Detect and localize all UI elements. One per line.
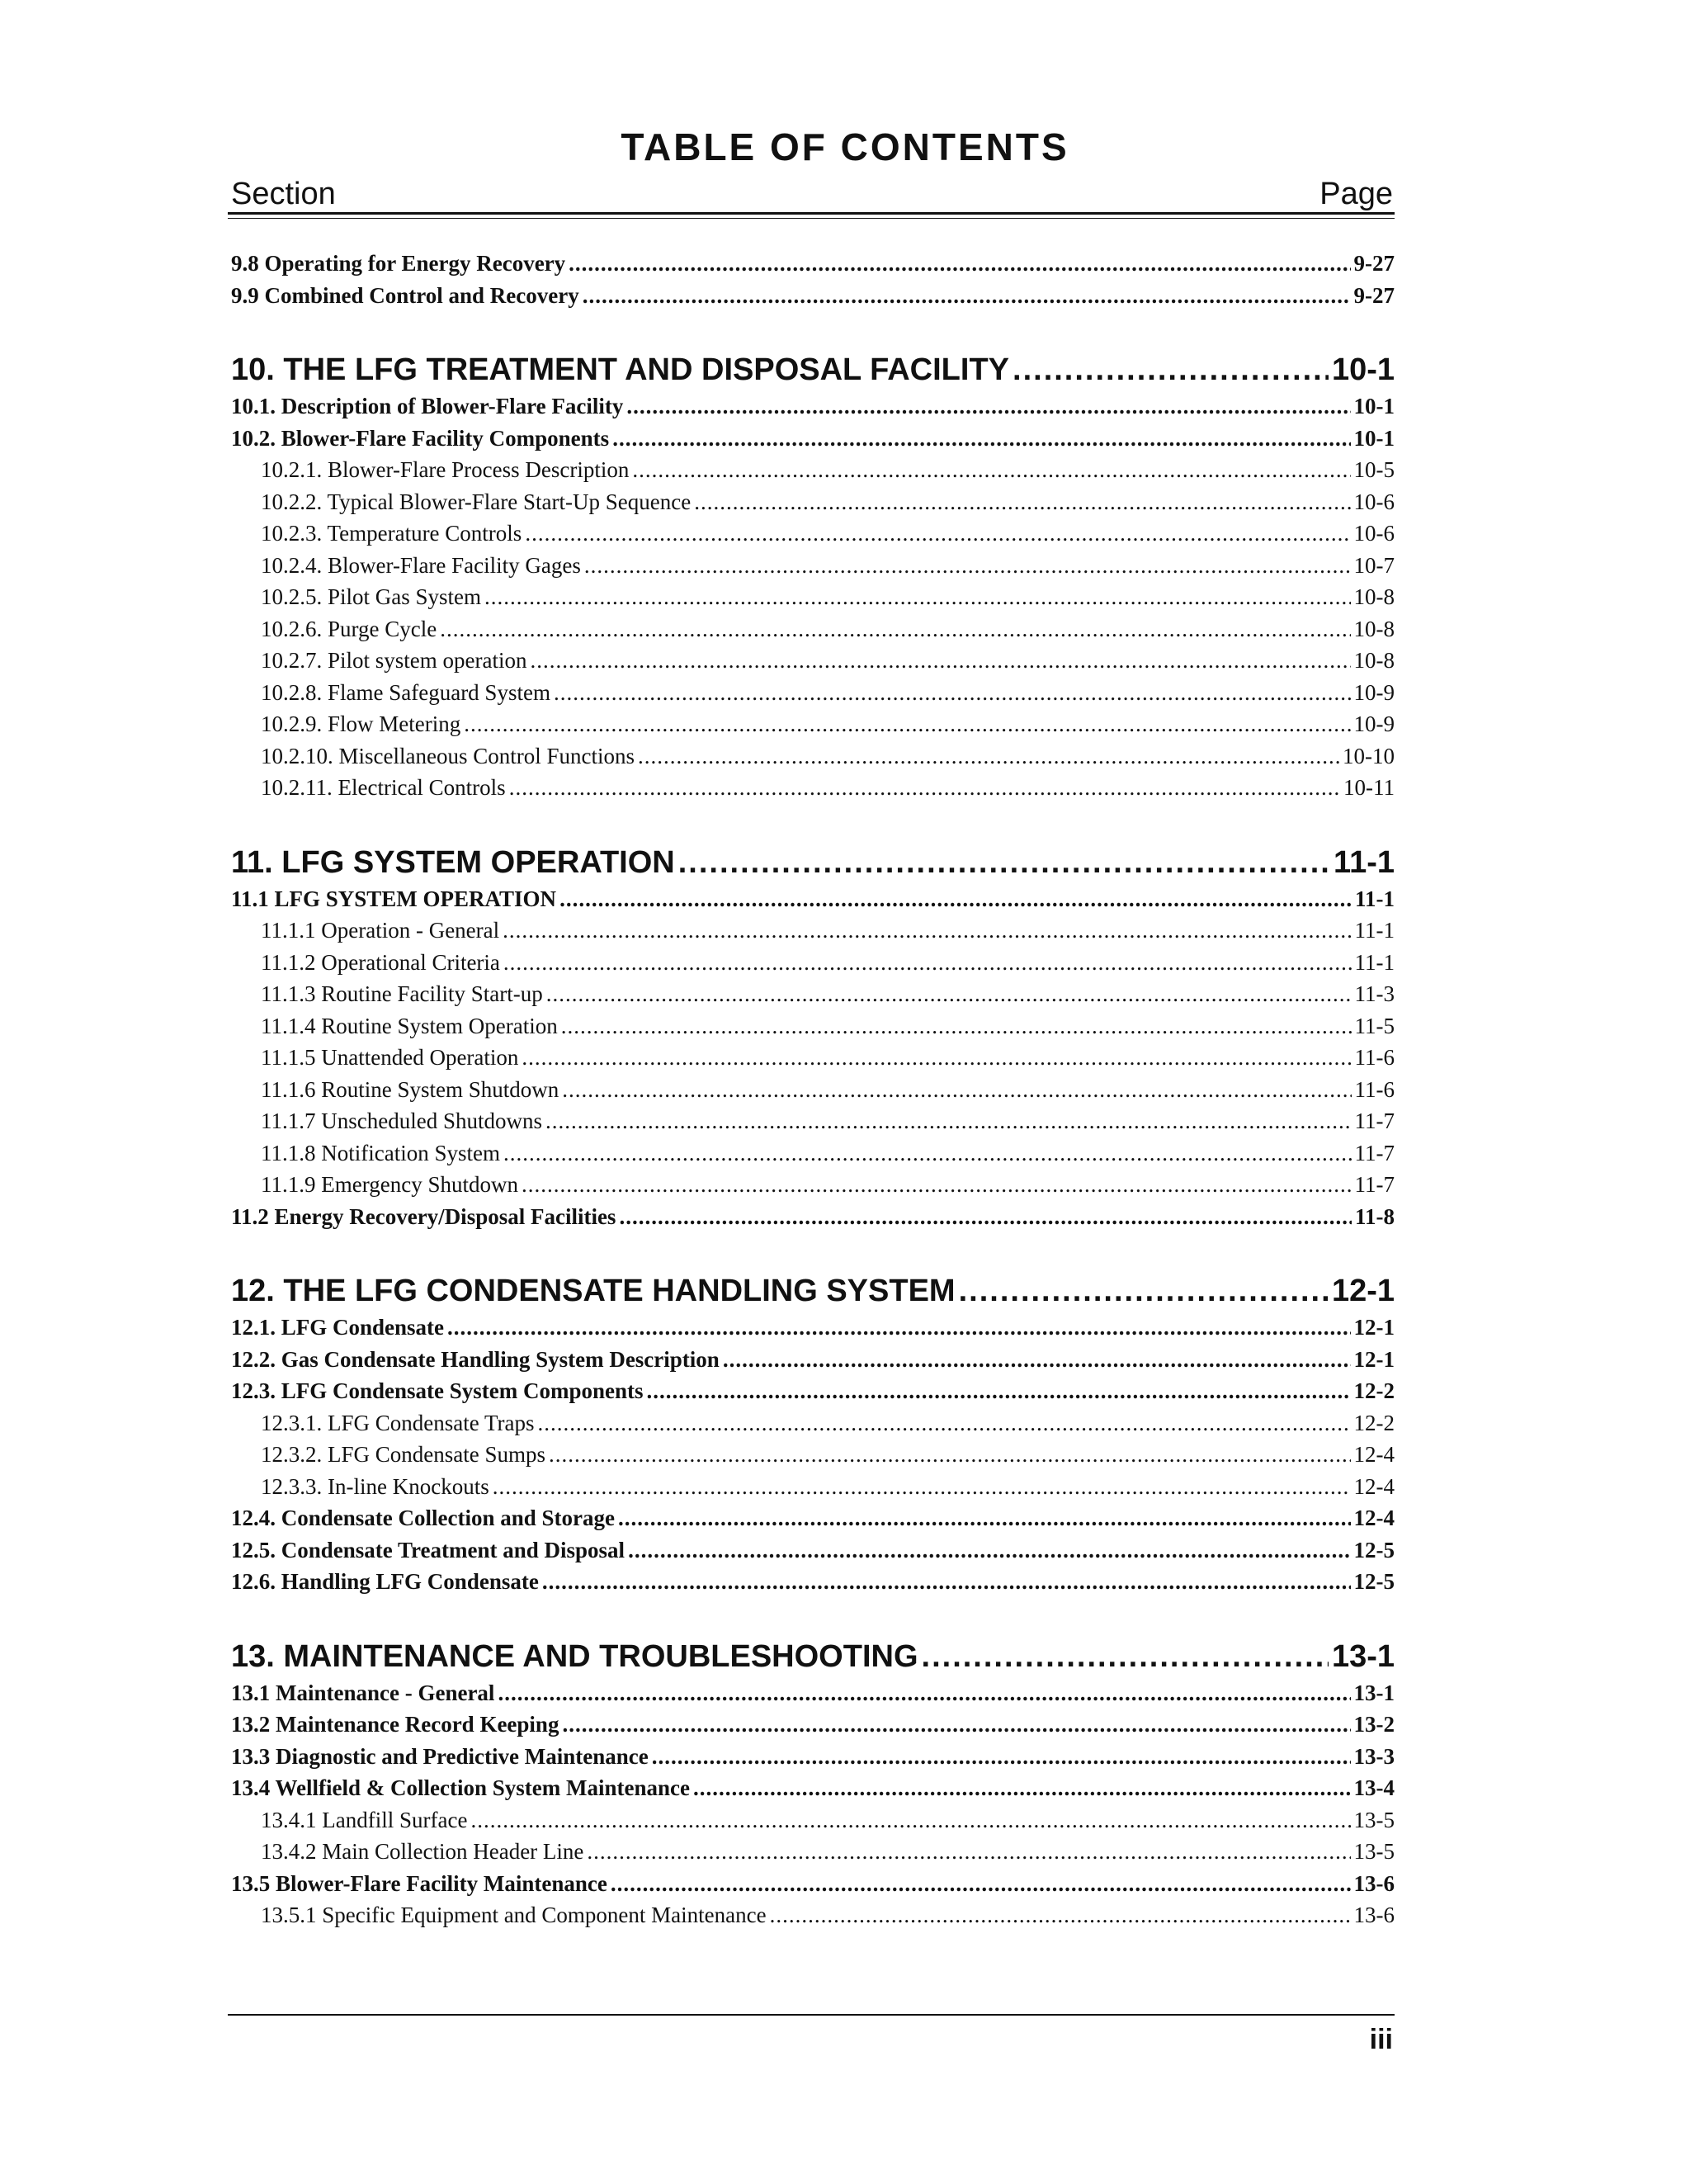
toc-group	[231, 1636, 1395, 1931]
dot-leader	[530, 645, 1350, 677]
toc-section-entry	[231, 248, 1395, 280]
entry-title: 10.2.1. Blower-Flare Process Description	[261, 457, 630, 482]
toc-subsection-entry	[231, 1804, 1395, 1837]
entry-title: 13.5.1 Specific Equipment and Component Maintenance	[261, 1903, 767, 1927]
entry-page-number: 10-11	[1343, 775, 1395, 800]
toc-section-entry	[231, 1677, 1395, 1709]
entry-title: 12.6. Handling LFG Condensate	[231, 1569, 539, 1594]
dot-leader	[584, 550, 1351, 582]
toc-subsection-entry	[231, 1105, 1395, 1137]
toc-section-entry	[231, 1772, 1395, 1804]
entry-title: 11.1.4 Routine System Operation	[261, 1013, 558, 1038]
toc-subsection-entry	[231, 550, 1395, 582]
entry-title: 12.5. Condensate Treatment and Disposal	[231, 1537, 625, 1562]
toc-section-entry	[231, 1709, 1395, 1741]
entry-title: 10.2.10. Miscellaneous Control Functions	[261, 743, 635, 768]
dot-leader	[546, 978, 1352, 1010]
toc-section-entry	[231, 280, 1395, 312]
dot-leader	[503, 915, 1351, 947]
toc-section-entry	[231, 1312, 1395, 1344]
dot-leader	[525, 518, 1350, 550]
toc-section-entry	[231, 883, 1395, 915]
toc-subsection-entry	[231, 978, 1395, 1010]
entry-page-number: 12-4	[1353, 1473, 1395, 1499]
entry-title: 10.2.6. Purge Cycle	[261, 616, 437, 641]
toc-section-entry	[231, 1375, 1395, 1407]
toc-chapter-entry	[231, 842, 1395, 883]
entry-title: 12.2. Gas Condensate Handling System Description	[231, 1346, 720, 1372]
entry-title: 12.3.1. LFG Condensate Traps	[261, 1410, 535, 1435]
dot-leader	[678, 842, 1330, 883]
chapter-page-number: 10-1	[1331, 352, 1395, 387]
chapter-title: 11. LFG SYSTEM OPERATION	[231, 844, 675, 880]
entry-page-number: 13-3	[1353, 1743, 1395, 1769]
entry-page-number: 11-1	[1354, 886, 1395, 911]
entry-title: 13.1 Maintenance - General	[231, 1680, 495, 1705]
entry-page-number: 12-4	[1353, 1442, 1395, 1467]
toc-subsection-entry	[231, 1836, 1395, 1868]
entry-title: 9.8 Operating for Energy Recovery	[231, 251, 566, 276]
entry-title: 11.1.2 Operational Criteria	[261, 949, 500, 975]
dot-leader	[612, 423, 1350, 455]
entry-page-number: 13-6	[1353, 1903, 1395, 1927]
entry-page-number: 11-3	[1354, 981, 1395, 1006]
dot-leader	[484, 581, 1350, 613]
chapter-title: 10. THE LFG TREATMENT AND DISPOSAL FACILITY	[231, 352, 1010, 387]
chapter-page-number: 13-1	[1331, 1638, 1395, 1674]
header-rule	[228, 212, 1395, 219]
entry-page-number: 10-8	[1353, 584, 1395, 609]
entry-page-number: 11-1	[1354, 918, 1395, 943]
entry-page-number: 10-7	[1353, 552, 1395, 578]
dot-leader	[959, 1270, 1329, 1312]
toc-section-entry	[231, 1201, 1395, 1233]
toc-subsection-entry	[231, 613, 1395, 645]
chapter-title: 13. MAINTENANCE AND TROUBLESHOOTING	[231, 1638, 918, 1674]
entry-page-number: 10-8	[1353, 616, 1395, 641]
entry-page-number: 11-6	[1354, 1076, 1395, 1102]
dot-leader	[562, 1074, 1351, 1106]
entry-page-number: 13-6	[1353, 1870, 1395, 1896]
dot-leader	[626, 390, 1350, 423]
toc-subsection-entry	[231, 740, 1395, 773]
toc-subsection-entry	[231, 1471, 1395, 1503]
entry-page-number: 11-8	[1354, 1203, 1395, 1229]
entry-page-number: 10-1	[1353, 425, 1395, 451]
entry-page-number: 13-5	[1353, 1807, 1395, 1832]
toc-group	[231, 842, 1395, 1233]
chapter-page-number: 12-1	[1331, 1274, 1395, 1308]
entry-title: 10.2.9. Flow Metering	[261, 711, 461, 736]
toc-section-entry	[231, 1741, 1395, 1773]
entry-title: 10.1. Description of Blower-Flare Facility	[231, 394, 624, 418]
entry-page-number: 13-1	[1353, 1680, 1395, 1705]
dot-leader	[694, 486, 1350, 518]
page-column-heading: Page	[1319, 177, 1393, 211]
toc-chapter-entry	[231, 1636, 1395, 1677]
dot-leader	[1013, 349, 1329, 390]
dot-leader	[562, 1709, 1350, 1741]
entry-page-number: 9-27	[1353, 251, 1395, 276]
entry-title: 10.2.4. Blower-Flare Facility Gages	[261, 552, 581, 578]
dot-leader	[509, 772, 1340, 804]
dot-leader	[559, 883, 1352, 915]
entry-page-number: 12-1	[1353, 1315, 1395, 1340]
dot-leader	[549, 1439, 1350, 1471]
dot-leader	[554, 677, 1351, 709]
entry-title: 13.5 Blower-Flare Facility Maintenance	[231, 1870, 607, 1896]
footer-rule	[228, 2014, 1395, 2016]
chapter-page-number: 11-1	[1334, 844, 1395, 880]
toc-subsection-entry	[231, 1042, 1395, 1074]
entry-page-number: 12-5	[1353, 1537, 1395, 1562]
entry-title: 11.1.8 Notification System	[261, 1140, 500, 1165]
dot-leader	[638, 740, 1339, 773]
entry-title: 13.2 Maintenance Record Keeping	[231, 1712, 559, 1737]
entry-page-number: 11-7	[1354, 1109, 1395, 1133]
page-number: iii	[1369, 2024, 1393, 2055]
entry-page-number: 10-8	[1353, 648, 1395, 673]
dot-leader	[723, 1344, 1351, 1376]
dot-leader	[447, 1312, 1350, 1344]
toc-section-entry	[231, 423, 1395, 455]
dot-leader	[569, 248, 1350, 280]
entry-page-number: 13-2	[1353, 1712, 1395, 1737]
toc-subsection-entry	[231, 677, 1395, 709]
dot-leader	[583, 280, 1351, 312]
dot-leader	[522, 1169, 1352, 1201]
dot-leader	[440, 613, 1350, 645]
entry-title: 13.4.2 Main Collection Header Line	[261, 1839, 584, 1864]
toc-section-entry	[231, 1344, 1395, 1376]
dot-leader	[652, 1741, 1351, 1773]
toc-section-entry	[231, 390, 1395, 423]
entry-title: 10.2.7. Pilot system operation	[261, 648, 527, 673]
dot-leader	[522, 1042, 1351, 1074]
toc-subsection-entry	[231, 486, 1395, 518]
entry-title: 9.9 Combined Control and Recovery	[231, 282, 579, 308]
dot-leader	[561, 1010, 1352, 1042]
page-title: TABLE OF CONTENTS	[621, 125, 1069, 168]
entry-title: 12.3.2. LFG Condensate Sumps	[261, 1442, 546, 1467]
entry-page-number: 12-1	[1353, 1346, 1395, 1372]
entry-page-number: 10-10	[1343, 743, 1395, 768]
dot-leader	[632, 454, 1350, 486]
toc-subsection-entry	[231, 645, 1395, 677]
entry-page-number: 11-6	[1354, 1045, 1395, 1070]
dot-leader	[922, 1636, 1329, 1677]
dot-leader	[503, 1137, 1352, 1170]
entry-title: 13.4 Wellfield & Collection System Maintenance	[231, 1775, 690, 1800]
entry-title: 10.2.5. Pilot Gas System	[261, 584, 482, 609]
toc-subsection-entry	[231, 1010, 1395, 1042]
toc-chapter-entry	[231, 1270, 1395, 1312]
toc-section-entry	[231, 1534, 1395, 1567]
toc-subsection-entry	[231, 947, 1395, 979]
entry-title: 11.1.9 Emergency Shutdown	[261, 1172, 518, 1197]
dot-leader	[618, 1502, 1351, 1534]
entry-page-number: 13-4	[1353, 1775, 1395, 1800]
entry-title: 12.3. LFG Condensate System Components	[231, 1378, 644, 1403]
entry-page-number: 12-5	[1353, 1569, 1395, 1594]
entry-title: 10.2.3. Temperature Controls	[261, 521, 522, 546]
dot-leader	[470, 1804, 1350, 1837]
toc-subsection-entry	[231, 581, 1395, 613]
dot-leader	[538, 1407, 1351, 1439]
dot-leader	[503, 947, 1352, 979]
toc-subsection-entry	[231, 1074, 1395, 1106]
entry-page-number: 11-1	[1354, 949, 1395, 975]
entry-page-number: 10-6	[1353, 521, 1395, 546]
entry-page-number: 12-4	[1353, 1506, 1395, 1530]
entry-title: 12.1. LFG Condensate	[231, 1315, 445, 1340]
entry-title: 11.1 LFG SYSTEM OPERATION	[231, 886, 557, 911]
toc-subsection-entry	[231, 1439, 1395, 1471]
toc-subsection-entry	[231, 1899, 1395, 1931]
toc-group	[231, 349, 1395, 804]
entry-title: 11.1.1 Operation - General	[261, 918, 500, 943]
section-column-heading: Section	[231, 177, 336, 211]
entry-title: 12.4. Condensate Collection and Storage	[231, 1506, 615, 1530]
entry-title: 13.4.1 Landfill Surface	[261, 1807, 468, 1832]
toc-chapter-entry	[231, 349, 1395, 390]
entry-page-number: 10-9	[1353, 679, 1395, 705]
entry-title: 11.1.7 Unscheduled Shutdowns	[261, 1109, 542, 1133]
entry-title: 11.2 Energy Recovery/Disposal Facilities	[231, 1203, 616, 1229]
dot-leader	[587, 1836, 1350, 1868]
toc-group	[231, 1270, 1395, 1598]
dot-leader	[628, 1534, 1350, 1567]
toc-subsection-entry	[231, 454, 1395, 486]
dot-leader	[464, 708, 1350, 740]
dot-leader	[770, 1899, 1351, 1931]
dot-leader	[545, 1105, 1352, 1137]
toc-section-entry	[231, 1566, 1395, 1598]
toc-subsection-entry	[231, 1137, 1395, 1170]
entry-title: 10.2.8. Flame Safeguard System	[261, 679, 550, 705]
toc-subsection-entry	[231, 1169, 1395, 1201]
entry-page-number: 12-2	[1353, 1378, 1395, 1403]
dot-leader	[693, 1772, 1351, 1804]
dot-leader	[542, 1566, 1351, 1598]
toc-section-entry	[231, 1868, 1395, 1900]
dot-leader	[619, 1201, 1352, 1233]
toc-subsection-entry	[231, 708, 1395, 740]
toc-subsection-entry	[231, 1407, 1395, 1439]
entry-title: 10.2.11. Electrical Controls	[261, 775, 506, 800]
entry-page-number: 9-27	[1353, 282, 1395, 308]
entry-page-number: 10-6	[1353, 489, 1395, 514]
entry-page-number: 10-1	[1353, 394, 1395, 418]
toc-group	[231, 248, 1395, 311]
toc-subsection-entry	[231, 518, 1395, 550]
dot-leader	[493, 1471, 1351, 1503]
table-of-contents	[231, 248, 1395, 1931]
toc-section-entry	[231, 1502, 1395, 1534]
entry-title: 11.1.6 Routine System Shutdown	[261, 1076, 559, 1102]
entry-page-number: 11-7	[1354, 1140, 1395, 1165]
dot-leader	[647, 1375, 1351, 1407]
toc-subsection-entry	[231, 772, 1395, 804]
entry-page-number: 11-7	[1354, 1172, 1395, 1197]
entry-page-number: 11-5	[1354, 1013, 1395, 1038]
entry-title: 10.2. Blower-Flare Facility Components	[231, 425, 610, 451]
entry-page-number: 12-2	[1353, 1410, 1395, 1435]
dot-leader	[498, 1677, 1350, 1709]
entry-page-number: 13-5	[1353, 1839, 1395, 1864]
chapter-title: 12. THE LFG CONDENSATE HANDLING SYSTEM	[231, 1274, 956, 1308]
dot-leader	[611, 1868, 1351, 1900]
toc-subsection-entry	[231, 915, 1395, 947]
entry-title: 12.3.3. In-line Knockouts	[261, 1473, 489, 1499]
entry-page-number: 10-9	[1353, 711, 1395, 736]
entry-title: 11.1.3 Routine Facility Start-up	[261, 981, 543, 1006]
entry-title: 11.1.5 Unattended Operation	[261, 1045, 519, 1070]
entry-page-number: 10-5	[1353, 457, 1395, 482]
entry-title: 13.3 Diagnostic and Predictive Maintenance	[231, 1743, 649, 1769]
entry-title: 10.2.2. Typical Blower-Flare Start-Up Sequence	[261, 489, 692, 514]
